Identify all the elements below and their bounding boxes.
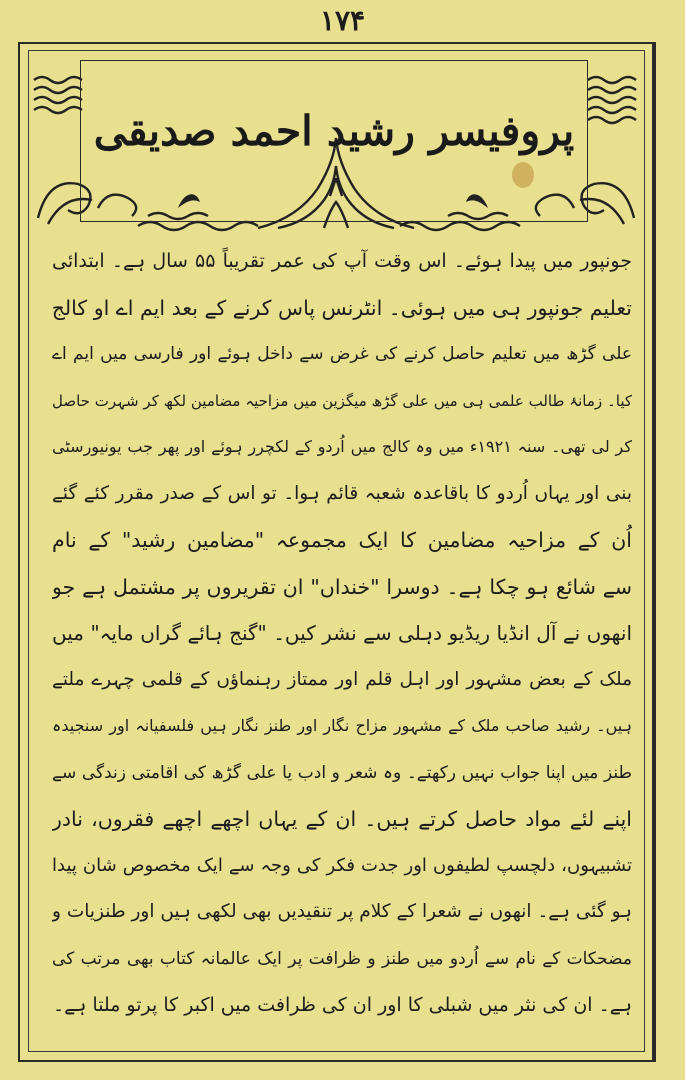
right-double-border [652,42,656,1062]
text-line: تشبیہوں، دلچسپ لطیفوں اور جدت فکر کی وجہ سے ایک مخصوص شان پیدا [52,854,632,876]
text-line: کیا۔ زمانۂ طالب علمی ہی میں علی گڑھ میگزین میں مزاحیہ مضامین لکھ کر شہرت حاصل [52,391,632,410]
text-line: ملک کے بعض مشہور اور اہل قلم اور ممتاز رہنماؤں کے قلمی چہرے ملتے [52,668,632,690]
text-line: ہو گئی ہے۔ انھوں نے شعرا کے کلام پر تنقیدیں بھی لکھی ہیں اور طنزیات و [52,901,632,922]
text-line: جونپور میں پیدا ہوئے۔ اس وقت آپ کی عمر تقریباً ۵۵ سال ہے۔ ابتدائی [52,250,632,272]
article-body [52,238,632,1038]
text-line: اپنے لئے مواد حاصل کرتے ہیں۔ ان کے یہاں اچھے اچھے فقروں، نادر [52,807,632,831]
text-line: بنی اور یہاں اُردو کا باقاعدہ شعبہ قائم ہوا۔ تو اس کے صدر مقرر کئے گئے [52,482,632,504]
page-number: ۱۷۴ [319,4,366,37]
text-line: طنز میں اپنا جواب نہیں رکھتے۔ وہ شعر و ادب یا علی گڑھ کی اقامتی زندگی سے [52,762,632,783]
article-title: پروفیسر رشید احمد صدیقی [93,107,575,155]
text-line: انھوں نے آل انڈیا ریڈیو دہلی سے نشر کیں۔ "گنج ہائے گراں مایہ" میں [52,621,632,645]
text-line: اُن کے مزاحیہ مضامین کا ایک مجموعہ "مضامین رشید" کے نام [52,528,632,552]
text-line: تعلیم جونپور ہی میں ہوئی۔ انٹرنس پاس کرنے کے بعد ایم اے او کالج [52,295,632,320]
text-line: علی گڑھ میں تعلیم حاصل کرنے کی غرض سے داخل ہوئے اور فارسی میں ایم اے [52,344,632,364]
text-line: سے شائع ہو چکا ہے۔ دوسرا "خنداں" ان تقریروں پر مشتمل ہے جو [52,574,632,599]
text-line: ہیں۔ رشید صاحب ملک کے مشہور مزاح نگار اور طنز نگار ہیں فلسفیانہ اور سنجیدہ [52,716,632,735]
text-line: مضحکات کے نام سے اُردو میں طنز و ظرافت پر ایک عالمانہ کتاب بھی مرتب کی [52,948,632,969]
text-line: کر لی تھی۔ سنہ ۱۹۲۱ء میں وہ کالج میں اُردو کے لکچرر ہوئے اور پھر جب یونیورسٹی [52,437,632,456]
text-line: ہے۔ ان کی نثر میں شبلی کا اور ان کی ظرافت میں اکبر کا پرتو ملتا ہے۔ [52,994,632,1016]
